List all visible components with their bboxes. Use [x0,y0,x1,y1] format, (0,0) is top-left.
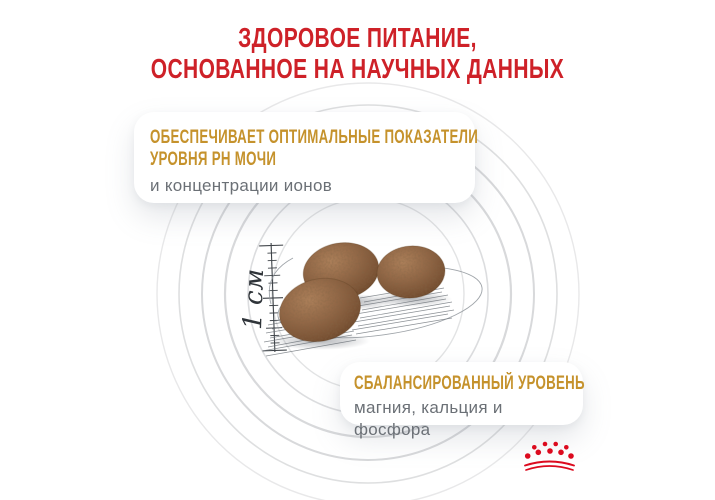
benefit-heading-line: СБАЛАНСИРОВАННЫЙ УРОВЕНЬ [354,373,585,394]
kibble-right [375,243,447,301]
benefit-card-minerals [340,362,585,439]
page-title [0,22,715,84]
benefit-card-ph-heading [150,127,479,171]
benefit-heading-line: УРОВНЯ PH МОЧИ [150,149,277,170]
benefit-card-minerals-subtext: магния, кальция и фосфора [354,398,503,439]
ruler-label: 1 см [238,268,271,331]
royal-canin-crown-icon [516,436,584,480]
benefit-card-ph [134,112,479,203]
benefit-card-minerals-heading [354,373,585,395]
benefit-card-ph-subtext: и концентрации ионов [150,176,333,195]
page-title-line-2: ОСНОВАННОЕ НА НАУЧНЫХ ДАННЫХ [150,53,565,84]
benefit-heading-line: ОБЕСПЕЧИВАЕТ ОПТИМАЛЬНЫЕ ПОКАЗАТЕЛИ [150,127,479,148]
page-title-line-1: ЗДОРОВОЕ ПИТАНИЕ, [238,22,477,53]
